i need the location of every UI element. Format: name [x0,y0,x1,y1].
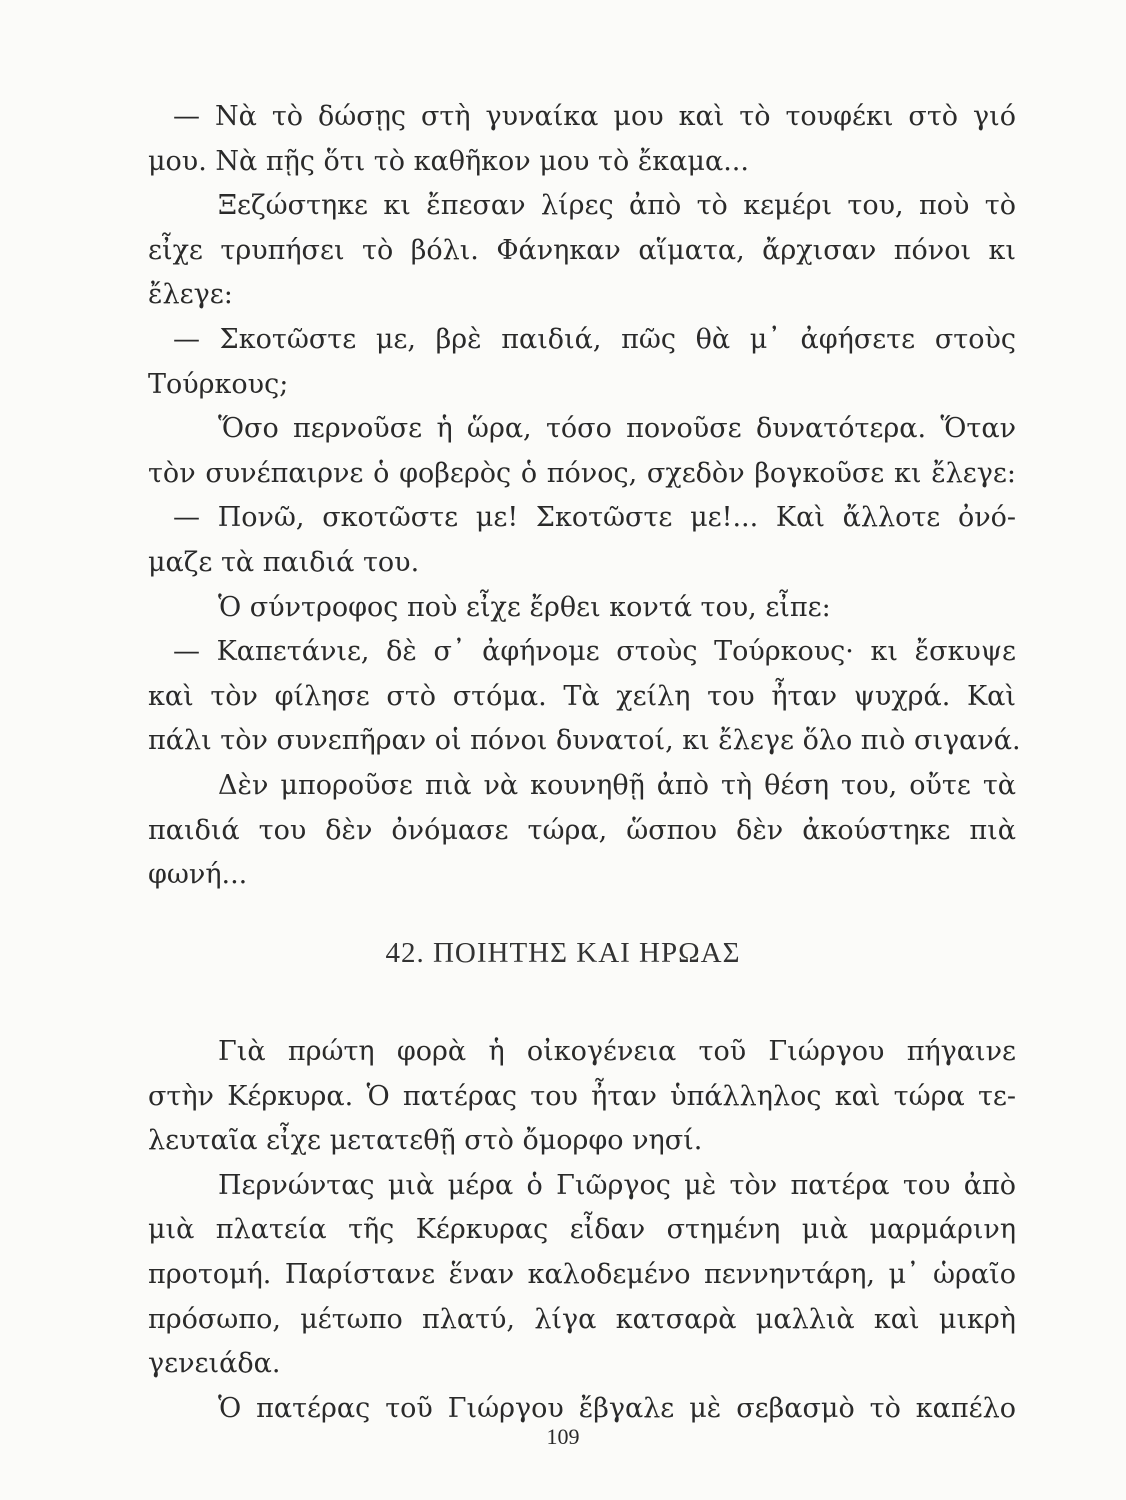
chapter-heading: 42. ΠΟΙΗΤΗΣ ΚΑΙ ΗΡΩΑΣ [385,937,741,969]
text-line: καὶ τὸν φίλησε στὸ στόμα. Τὰ χείλη του ἦταν ψυχρά. Καὶ [148,680,1016,712]
text-line: φωνή... [148,859,248,891]
text-line: Ὅσο περνοῦσε ἡ ὥρα, τόσο πονοῦσε δυνατότερα. Ὅταν [218,413,1016,445]
text-line: — Πονῶ, σκοτῶστε με! Σκοτῶστε με!... Καὶ ἄλλοτε ὀνό- [173,502,1016,534]
text-line: ἔλεγε: [148,279,233,311]
paragraph-block-1 [148,95,1021,898]
text-line: Ὁ σύντροφος ποὺ εἶχε ἔρθει κοντά του, εἶπε: [218,591,831,623]
text-line: — Νὰ τὸ δώσῃς στὴ γυναίκα μου καὶ τὸ τουφέκι στὸ γιό [173,101,1016,132]
text-line: στὴν Κέρκυρα. Ὁ πατέρας του ἦταν ὑπάλληλος καὶ τώρα τε- [148,1080,1016,1112]
text-line: προτομή. Παρίστανε ἕναν καλοδεμένο πεννηντάρη, μ᾽ ὡραῖο [148,1258,1016,1290]
text-line: — Καπετάνιε, δὲ σ᾽ ἀφήνομε στοὺς Τούρκους· κι ἔσκυψε [173,636,1016,668]
text-line: πάλι τὸν συνεπῆραν οἱ πόνοι δυνατοί, κι ἔλεγε ὅλο πιὸ σιγανά. [148,725,1021,757]
text-line: Δὲν μποροῦσε πιὰ νὰ κουνηθῇ ἀπὸ τὴ θέση του, οὔτε τὰ [218,769,1016,801]
text-line: Ξεζώστηκε κι ἔπεσαν λίρες ἀπὸ τὸ κεμέρι του, ποὺ τὸ [218,190,1016,222]
text-line: Γιὰ πρώτη φορὰ ἡ οἰκογένεια τοῦ Γιώργου πήγαινε [218,1036,1016,1067]
text-line: Τούρκους; [148,368,289,400]
text-line: μαζε τὰ παιδιά του. [148,546,420,578]
text-line: Ὁ πατέρας τοῦ Γιώργου ἔβγαλε μὲ σεβασμὸ τὸ καπέλο [218,1392,1016,1424]
text-line: λευταῖα εἶχε μετατεθῇ στὸ ὄμορφο νησί. [148,1125,703,1157]
text-line: τὸν συνέπαιρνε ὁ φοβερὸς ὁ πόνος, σχεδὸν βογκοῦσε κι ἔλεγε: [148,457,1016,489]
text-line: εἶχε τρυπήσει τὸ βόλι. Φάνηκαν αἵματα, ἄρχισαν πόνοι κι [148,234,1016,266]
text-line: παιδιά του δὲν ὀνόμασε τώρα, ὥσπου δὲν ἀκούστηκε πιὰ [148,814,1016,846]
text-line: γενειάδα. [148,1348,281,1380]
page-number: 109 [546,1424,580,1449]
text-line: μου. Νὰ πῇς ὅτι τὸ καθῆκον μου τὸ ἔκαμα... [148,145,749,177]
text-line: πρόσωπο, μέτωπο πλατύ, λίγα κατσαρὰ μαλλιὰ καὶ μικρὴ [148,1303,1016,1335]
paragraph-block-2 [148,1030,1016,1431]
text-line: Περνώντας μιὰ μέρα ὁ Γιῶργος μὲ τὸν πατέρα του ἀπὸ [218,1169,1016,1201]
text-line: — Σκοτῶστε με, βρὲ παιδιά, πῶς θὰ μ᾽ ἀφήσετε στοὺς [173,323,1016,355]
text-line: μιὰ πλατεία τῆς Κέρκυρας εἶδαν στημένη μιὰ μαρμάρινη [148,1214,1016,1246]
